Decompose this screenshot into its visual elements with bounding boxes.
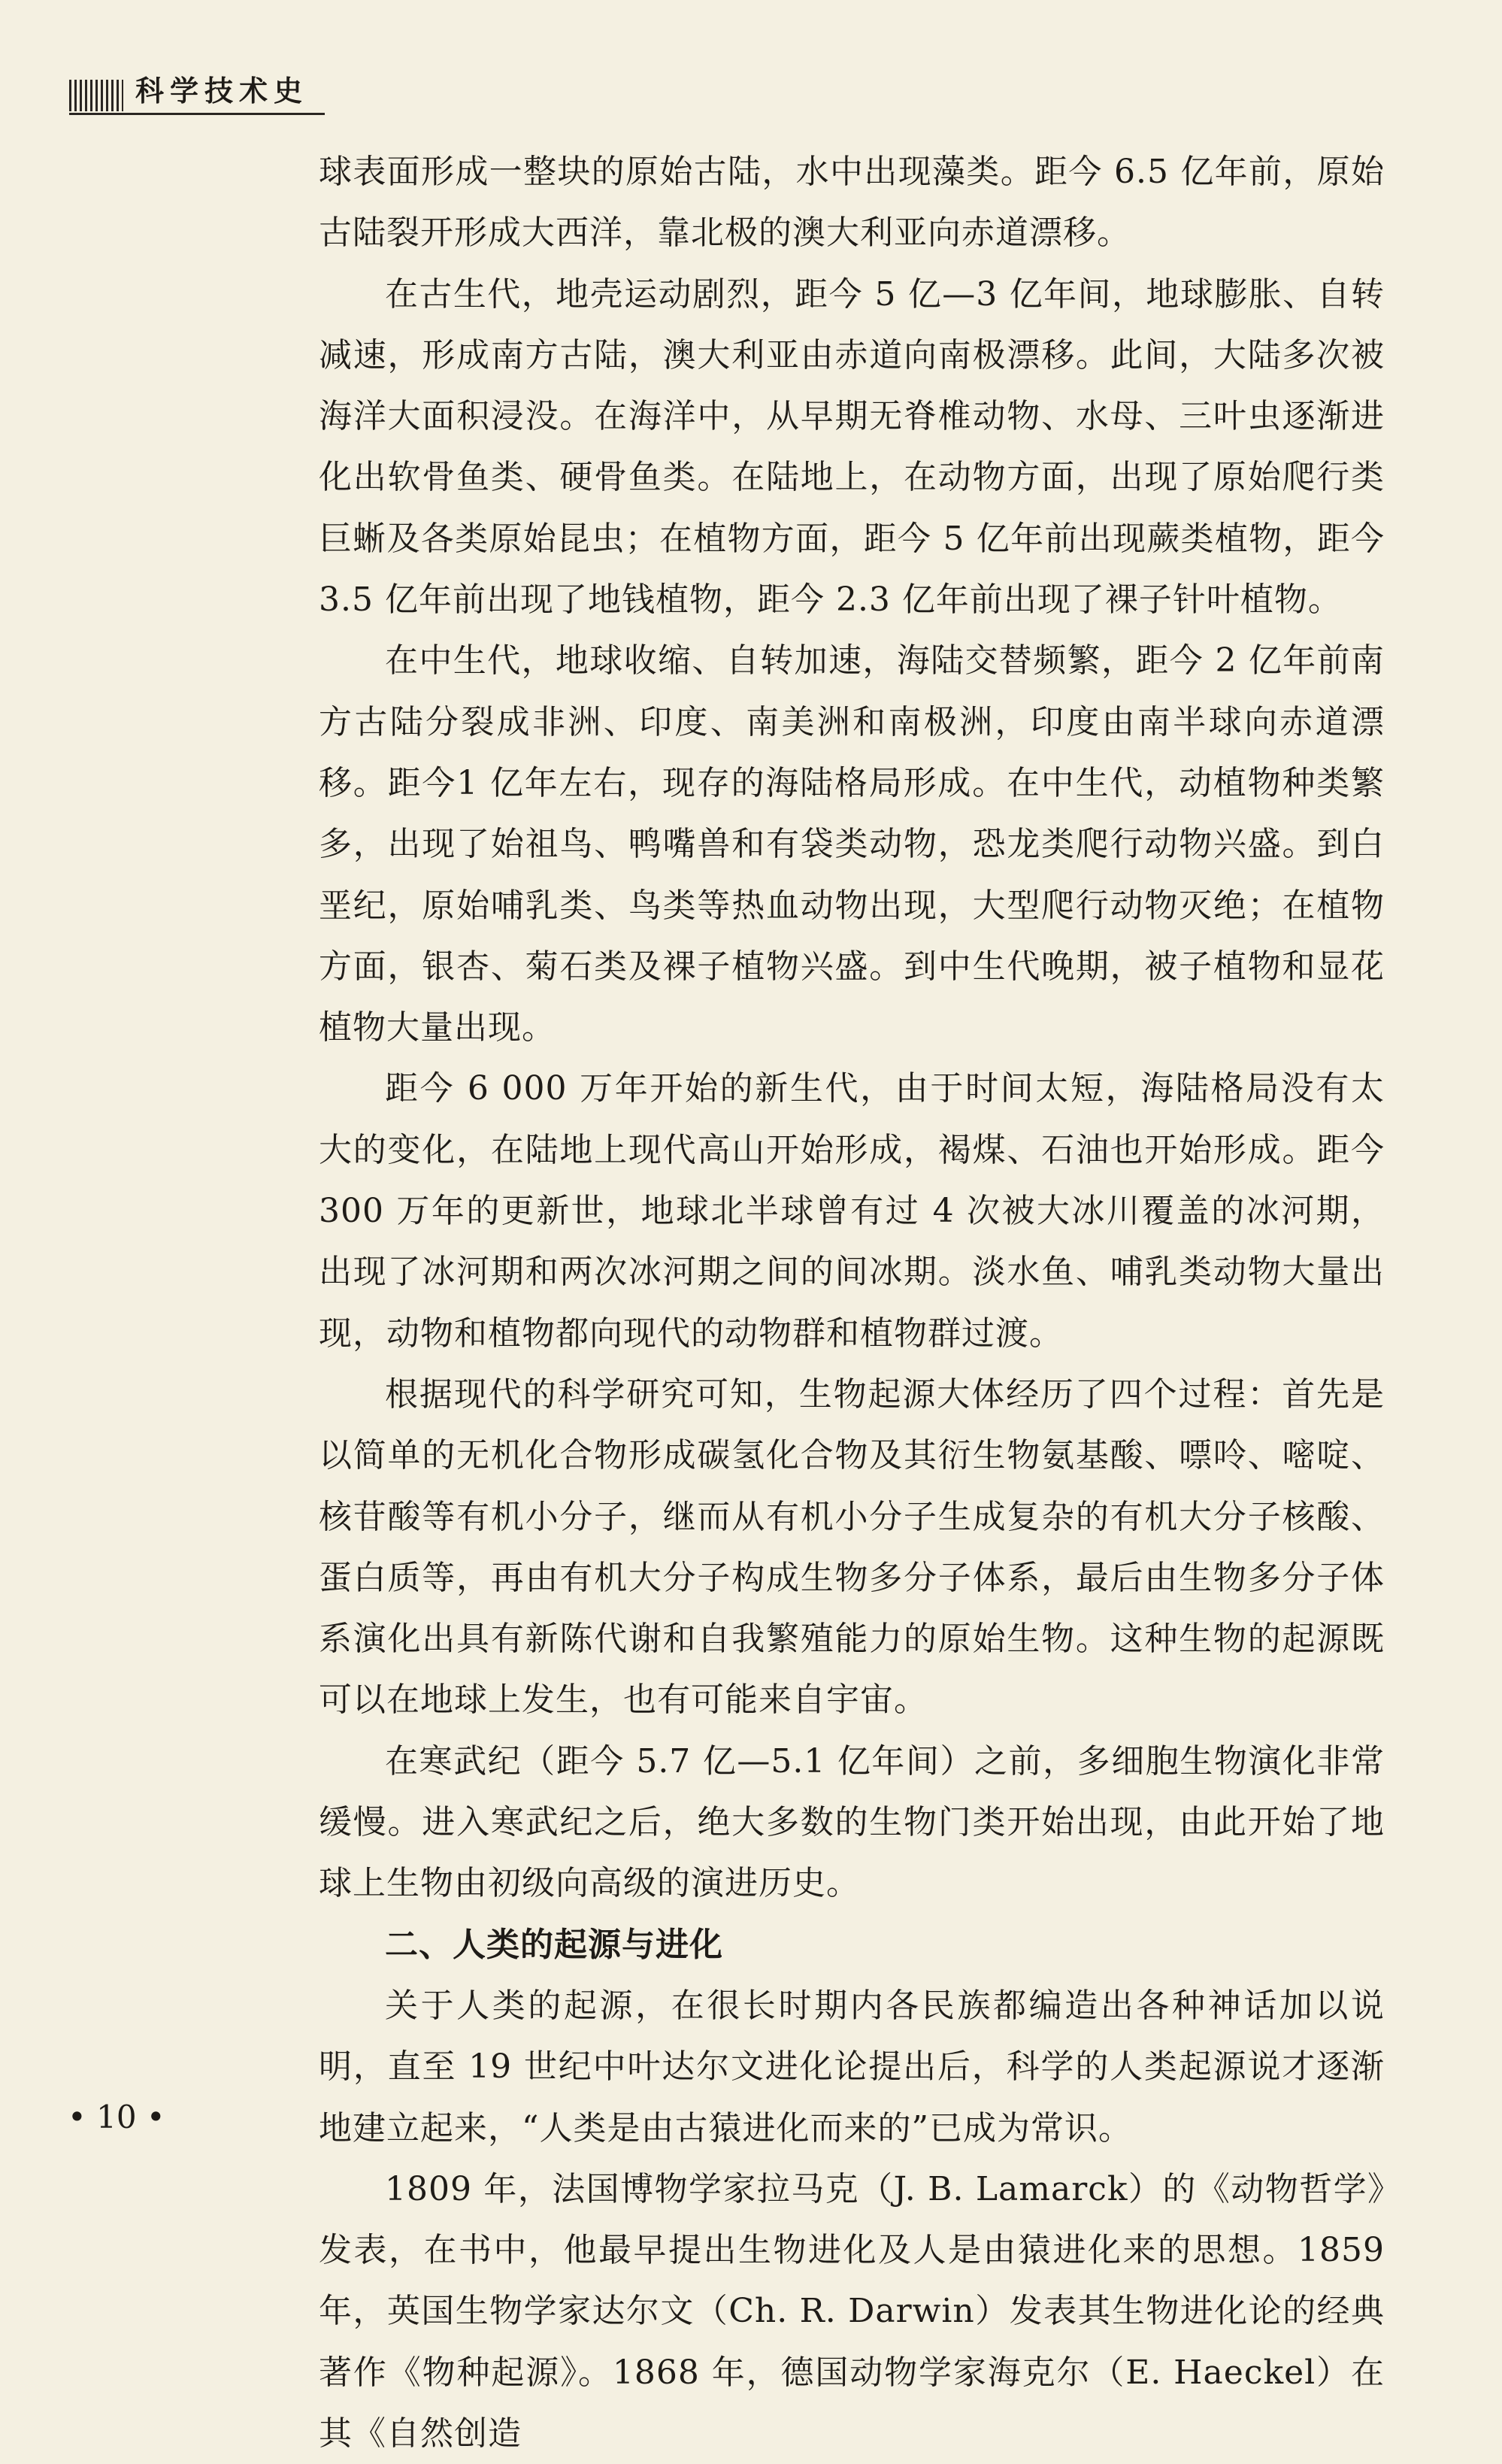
body-text	[319, 141, 1385, 2464]
header-rule	[69, 113, 325, 115]
paragraph: 在寒武纪（距今 5.7 亿—5.1 亿年间）之前，多细胞生物演化非常缓慢。进入寒武纪之后，绝大多数的生物门类开始出现，由此开始了地球上生物由初级向高级的演进历史。	[319, 1741, 1385, 1903]
paragraph: 在中生代，地球收缩、自转加速，海陆交替频繁，距今 2 亿年前南方古陆分裂成非洲、印度、南美洲和南极洲，印度由南半球向赤道漂移。距今1 亿年左右，现存的海陆格局形成。在中生代，动植物种类繁多，出现了始祖鸟、鸭嘴兽和有袋类动物，恐龙类爬行动物兴盛。到白垩纪，原始哺乳类、鸟类等热血动物出现，大型爬行动物灭绝；在植物方面，银杏、菊石类及裸子植物兴盛。到中生代晚期，被子植物和显花植物大量出现。	[319, 641, 1385, 1047]
paragraph: 根据现代的科学研究可知，生物起源大体经历了四个过程：首先是以简单的无机化合物形成碳氢化合物及其衍生物氨基酸、嘌呤、嘧啶、核苷酸等有机小分子，继而从有机小分子生成复杂的有机大分子核酸、蛋白质等，再由有机大分子构成生物多分子体系，最后由生物多分子体系演化出具有新陈代谢和自我繁殖能力的原始生物。这种生物的起源既可以在地球上发生，也有可能来自宇宙。	[319, 1374, 1385, 1720]
running-head	[69, 69, 325, 116]
paragraph: 关于人类的起源，在很长时期内各民族都编造出各种神话加以说明，直至 19 世纪中叶达尔文进化论提出后，科学的人类起源说才逐渐地建立起来，“人类是由古猿进化而来的”已成为常识。	[319, 1986, 1385, 2147]
running-head-title: 科学技术史	[135, 74, 309, 108]
paragraph-continued: 球表面形成一整块的原始古陆，水中出现藻类。距今 6.5 亿年前，原始古陆裂开形成大西洋，靠北极的澳大利亚向赤道漂移。	[319, 153, 1385, 253]
section-heading: 二、人类的起源与进化	[385, 1925, 723, 1964]
paragraph: 1809 年，法国博物学家拉马克（J. B. Lamarck）的《动物哲学》发表，在书中，他最早提出生物进化及人是由猿进化来的思想。1859 年，英国生物学家达尔文（Ch. R. Darwin）发表其生物进化论的经典著作《物种起源》。1868 年，德国动物学家海克尔（E. Haeckel）在其《自然创造	[319, 2169, 1385, 2453]
paragraph: 距今 6 000 万年开始的新生代，由于时间太短，海陆格局没有太大的变化，在陆地上现代高山开始形成，褐煤、石油也开始形成。距今 300 万年的更新世，地球北半球曾有过 4 次被大冰川覆盖的冰河期，出现了冰河期和两次冰河期之间的间冰期。淡水鱼、哺乳类动物大量出现，动物和植物都向现代的动物群和植物群过渡。	[319, 1069, 1385, 1353]
page-number: • 10 •	[68, 2099, 165, 2135]
header-bars-ornament	[69, 80, 123, 111]
paragraph: 在古生代，地壳运动剧烈，距今 5 亿—3 亿年间，地球膨胀、自转减速，形成南方古陆，澳大利亚由赤道向南极漂移。此间，大陆多次被海洋大面积浸没。在海洋中，从早期无脊椎动物、水母、三叶虫逐渐进化出软骨鱼类、硬骨鱼类。在陆地上，在动物方面，出现了原始爬行类巨蜥及各类原始昆虫；在植物方面，距今 5 亿年前出现蕨类植物，距今 3.5 亿年前出现了地钱植物，距今 2.3 亿年前出现了裸子针叶植物。	[319, 274, 1385, 620]
